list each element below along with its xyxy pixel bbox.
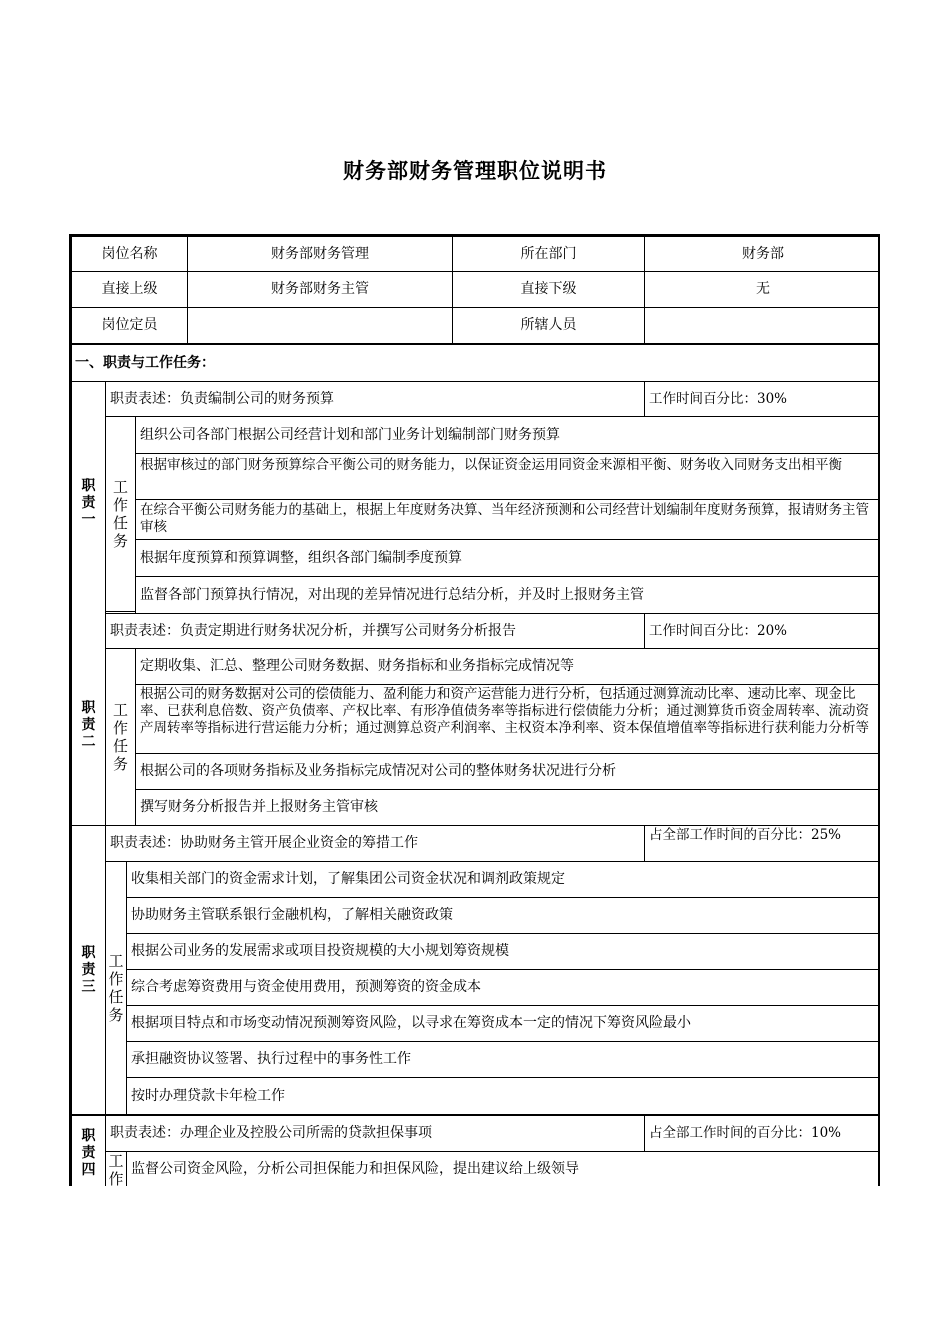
- duty-3-task: 承担融资协议签署、执行过程中的事务性工作: [126, 1041, 880, 1078]
- duty-3-task: 按时办理贷款卡年检工作: [126, 1077, 880, 1115]
- position-name-label: 岗位名称: [71, 236, 188, 272]
- duty-1-task: 监督各部门预算执行情况，对出现的差异情况进行总结分析，并及时上报财务主管: [135, 576, 880, 614]
- superior-label: 直接上级: [71, 271, 188, 308]
- duty-2-task: 根据公司的财务数据对公司的偿债能力、盈利能力和资产运营能力进行分析，包括通过测算流动比率、速动比率、现金比率、已获利息倍数、资产负债率、产权比率、有形净值债务率等指标进行偿债能力分析；通过测算货币资金周转率、流动资产周转率等指标进行营运能力分析；通过测算总资产利润率、主权资本净利率、资本保值增值率等指标进行获利能力分析等: [135, 684, 880, 754]
- duty-2-task-label: 工 作 任 务: [105, 648, 136, 826]
- duty-4-label: 职 责 四: [71, 1114, 106, 1186]
- duty-3-task: 综合考虑筹资费用与资金使用费用，预测筹资的资金成本: [126, 969, 880, 1006]
- duty-3-label: 职 责 三: [71, 825, 106, 1115]
- duty-2-task: 撰写财务分析报告并上报财务主管审核: [135, 789, 880, 826]
- subordinate-label: 直接下级: [452, 271, 645, 308]
- duty-4-task: 监督公司资金风险，分析公司担保能力和担保风险，提出建议给上级领导: [126, 1151, 880, 1186]
- page-title: 财务部财务管理职位说明书: [343, 159, 607, 183]
- department-label: 所在部门: [452, 236, 645, 272]
- duty-3-percent: 占全部工作时间的百分比：25%: [644, 825, 880, 862]
- duty-1-task: 组织公司各部门根据公司经营计划和部门业务计划编制部门财务预算: [135, 416, 880, 454]
- duty-3-task: 根据项目特点和市场变动情况预测筹资风险，以寻求在筹资成本一定的情况下筹资风险最小: [126, 1005, 880, 1042]
- duty-1-task: 在综合平衡公司财务能力的基础上，根据上年度财务决算、当年经济预测和公司经营计划编制年度财务预算，报请财务主管审核: [135, 499, 880, 540]
- duty-1-task-label: 工 作 任 务: [105, 416, 136, 612]
- duty-4-percent: 占全部工作时间的百分比：10%: [644, 1114, 880, 1152]
- duty-1-statement: 职责表述：负责编制公司的财务预算: [105, 381, 645, 417]
- duty-2-percent: 工作时间百分比：20%: [644, 613, 880, 649]
- duty-3-task: 协助财务主管联系银行金融机构，了解相关融资政策: [126, 897, 880, 934]
- section-title: 一、职责与工作任务：: [71, 343, 880, 382]
- duty-4-statement: 职责表述：办理企业及控股公司所需的贷款担保事项: [105, 1114, 645, 1152]
- duty-4-task-label: 工 作: [105, 1151, 127, 1186]
- duty-1-label: 职 责 一: [71, 381, 106, 626]
- duty-3-task: 收集相关部门的资金需求计划，了解集团公司资金状况和调剂政策规定: [126, 861, 880, 898]
- department-value: 财务部: [644, 236, 880, 272]
- subordinate-value: 无: [644, 271, 880, 308]
- duty-2-task: 根据公司的各项财务指标及业务指标完成情况对公司的整体财务状况进行分析: [135, 753, 880, 790]
- duty-3-statement: 职责表述：协助财务主管开展企业资金的筹措工作: [105, 825, 645, 862]
- duty-2-statement: 职责表述：负责定期进行财务状况分析，并撰写公司财务分析报告: [105, 613, 645, 649]
- position-name-value: 财务部财务管理: [187, 236, 453, 272]
- staff-label: 所辖人员: [452, 307, 645, 344]
- duty-1-percent: 工作时间百分比：30%: [644, 381, 880, 417]
- headcount-value: [187, 307, 453, 344]
- duty-1-task: 根据年度预算和预算调整，组织各部门编制季度预算: [135, 539, 880, 577]
- job-description-table: [69, 234, 880, 1186]
- superior-value: 财务部财务主管: [187, 271, 453, 308]
- duty-3-task: 根据公司业务的发展需求或项目投资规模的大小规划筹资规模: [126, 933, 880, 970]
- duty-2-task: 定期收集、汇总、整理公司财务数据、财务指标和业务指标完成情况等: [135, 648, 880, 685]
- duty-2-label: 职 责 二: [71, 625, 106, 826]
- duty-3-task-label: 工 作 任 务: [105, 861, 127, 1115]
- duty-1-task: 根据审核过的部门财务预算综合平衡公司的财务能力，以保证资金运用同资金来源相平衡、财务收入同财务支出相平衡: [135, 453, 880, 500]
- headcount-label: 岗位定员: [71, 307, 188, 344]
- staff-value: [644, 307, 880, 344]
